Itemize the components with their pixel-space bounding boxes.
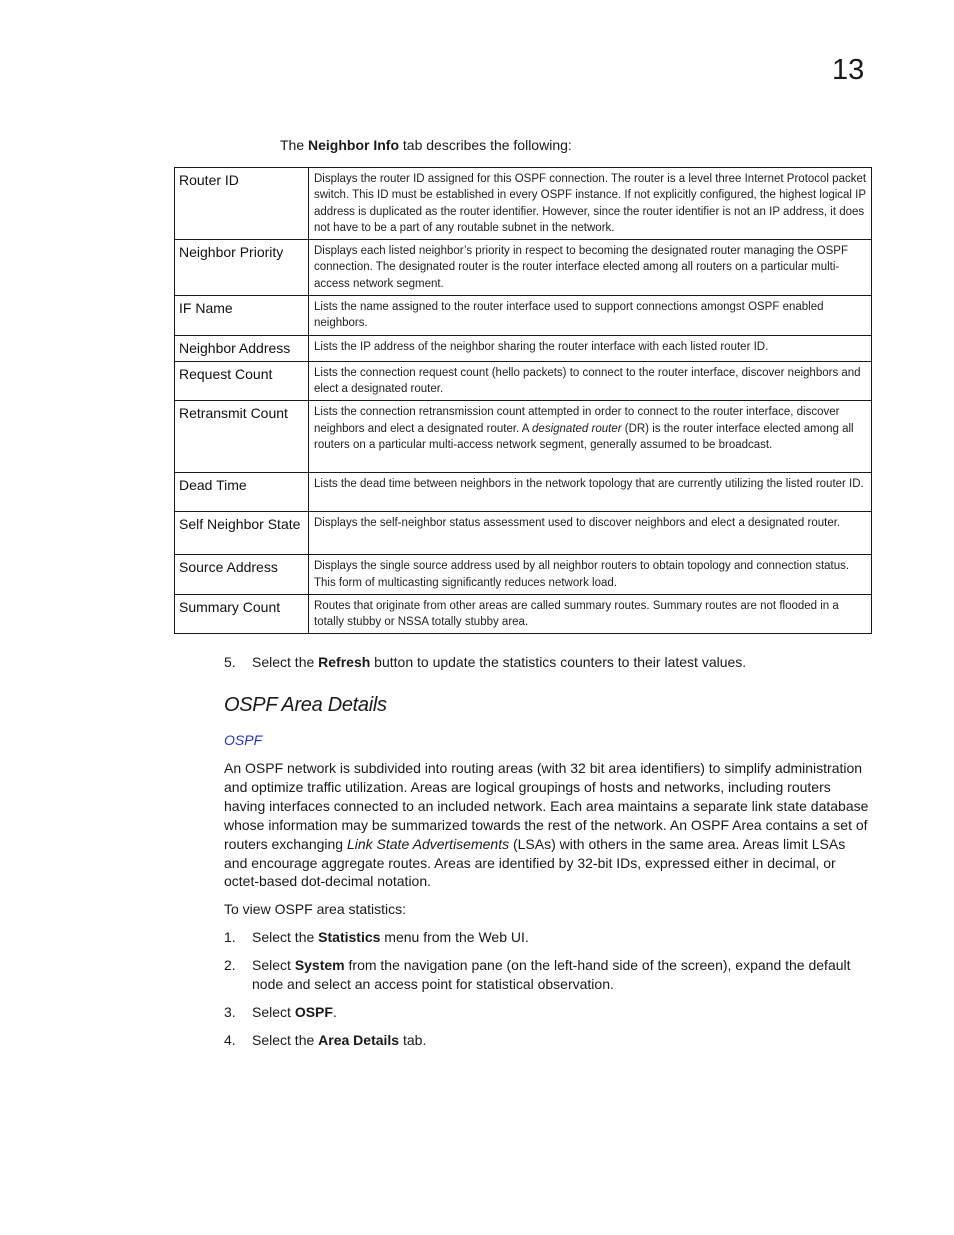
row-term: Router ID — [175, 168, 309, 240]
intro-tab-name: Neighbor Info — [308, 137, 400, 153]
neighbor-info-table — [174, 167, 872, 634]
table-row — [175, 168, 872, 240]
intro-pre: The — [280, 137, 309, 153]
step-number: 1. — [224, 929, 236, 945]
step-bold: OSPF — [294, 1003, 333, 1020]
table-row — [175, 401, 872, 473]
step-post: from the navigation pane (on the left-hand side of the screen), expand the default node and select an access point for statistical observation. — [252, 957, 851, 992]
step-text — [252, 1003, 872, 1022]
section-paragraph — [224, 759, 872, 891]
desc-emphasis: designated router — [532, 422, 622, 435]
step-bold: Area Details — [318, 1031, 400, 1048]
step-pre: Select — [252, 1003, 295, 1020]
step-pre: Select — [252, 957, 295, 973]
row-description: Displays each listed neighbor’s priority in respect to becoming the designated router managing the OSPF connection. The designated router is the router interface elected among all routers on a particular multi-access network segment. — [309, 240, 872, 296]
steps-list — [224, 928, 872, 1059]
row-term: Neighbor Priority — [175, 240, 309, 296]
para-pre: An OSPF network is subdivided into routing areas (with 32 bit area identifiers) to simplify administration and optimize traffic utilization. Areas are logical groupings of hosts and networks, including routers having interfaces connected to an included network. Each area maintains a separate link state database whose information may be summarized towards the rest of the network. An OSPF Area contains a set of routers exchanging — [224, 760, 869, 852]
step-number: 5. — [224, 654, 236, 670]
table-row — [175, 594, 872, 634]
row-term: IF Name — [175, 296, 309, 336]
row-description: Lists the name assigned to the router interface used to support connections amongst OSPF enabled neighbors. — [309, 296, 872, 336]
row-description: Lists the connection request count (hello packets) to connect to the router interface, discover neighbors and elect a designated router. — [309, 361, 872, 401]
step-post: . — [332, 1003, 337, 1020]
step-number: 3. — [224, 1003, 236, 1020]
table-row — [175, 512, 872, 555]
step-number: 4. — [224, 1031, 236, 1048]
row-description: Lists the IP address of the neighbor sharing the router interface with each listed router ID. — [309, 335, 872, 361]
row-term: Neighbor Address — [175, 335, 309, 361]
intro-post: tab describes the following: — [399, 137, 572, 153]
row-description: Lists the dead time between neighbors in the network topology that are currently utilizing the listed router ID. — [309, 473, 872, 512]
row-description: Displays the single source address used by all neighbor routers to obtain topology and connection status. This form of multicasting significantly reduces network load. — [309, 555, 872, 595]
step-post: button to update the statistics counters to their latest values. — [370, 654, 747, 670]
chapter-number: 13 — [832, 54, 865, 86]
step-text — [252, 1031, 872, 1050]
section-heading: OSPF Area Details — [224, 694, 387, 716]
steps-intro: To view OSPF area statistics: — [224, 901, 407, 917]
step-post: tab. — [399, 1031, 427, 1048]
step-5 — [224, 653, 864, 672]
step-pre: Select the — [252, 1031, 319, 1048]
list-item — [224, 1031, 872, 1050]
list-item — [224, 928, 872, 947]
step-pre: Select the — [252, 654, 319, 670]
table-row — [175, 240, 872, 296]
row-term: Retransmit Count — [175, 401, 309, 473]
desc-post: (DR) is the router interface elected among all routers on a particular multi-access network segment, generally assumed to be broadcast. — [314, 422, 854, 451]
table-row — [175, 555, 872, 595]
ospf-link[interactable]: OSPF — [224, 732, 263, 748]
refresh-button-ref: Refresh — [318, 654, 371, 670]
step-text — [252, 928, 872, 947]
table-row — [175, 335, 872, 361]
step-post: menu from the Web UI. — [380, 929, 529, 945]
row-description — [309, 401, 872, 473]
row-description: Displays the router ID assigned for this OSPF connection. The router is a level three Internet Protocol packet switch. This ID must be established in every OSPF instance. If not explicitly configured, the highest logical IP address is duplicated as the router identifier. However, since the router identifier is not an IP address, it does not have to be a part of any routable subnet in the network. — [309, 168, 872, 240]
row-term: Dead Time — [175, 473, 309, 512]
para-emphasis: Link State Advertisements — [346, 835, 510, 852]
row-description: Displays the self-neighbor status assessment used to discover neighbors and elect a designated router. — [309, 512, 872, 555]
row-term: Summary Count — [175, 594, 309, 634]
row-description: Routes that originate from other areas are called summary routes. Summary routes are not flooded in a totally stubby or NSSA totally stubby area. — [309, 594, 872, 634]
step-pre: Select the — [252, 929, 319, 945]
table-row — [175, 296, 872, 336]
row-term: Request Count — [175, 361, 309, 401]
intro-text — [280, 136, 572, 154]
row-term: Source Address — [175, 555, 309, 595]
para-post: (LSAs) with others in the same area. Areas limit LSAs and encourage aggregate routes. Areas are identified by 32-bit IDs, expressed either in decimal, or octet-based dot-decimal notation. — [224, 835, 846, 890]
step-number: 2. — [224, 957, 236, 973]
desc-pre: Lists the connection retransmission count attempted in order to connect to the router interface, discover neighbors and elect a designated router. A — [314, 406, 840, 435]
row-term: Self Neighbor State — [175, 512, 309, 555]
step-text — [252, 956, 872, 994]
table-row — [175, 473, 872, 512]
list-item — [224, 956, 872, 994]
step-bold: Statistics — [318, 929, 381, 945]
list-item — [224, 1003, 872, 1022]
table-row — [175, 361, 872, 401]
step-bold: System — [294, 957, 345, 973]
